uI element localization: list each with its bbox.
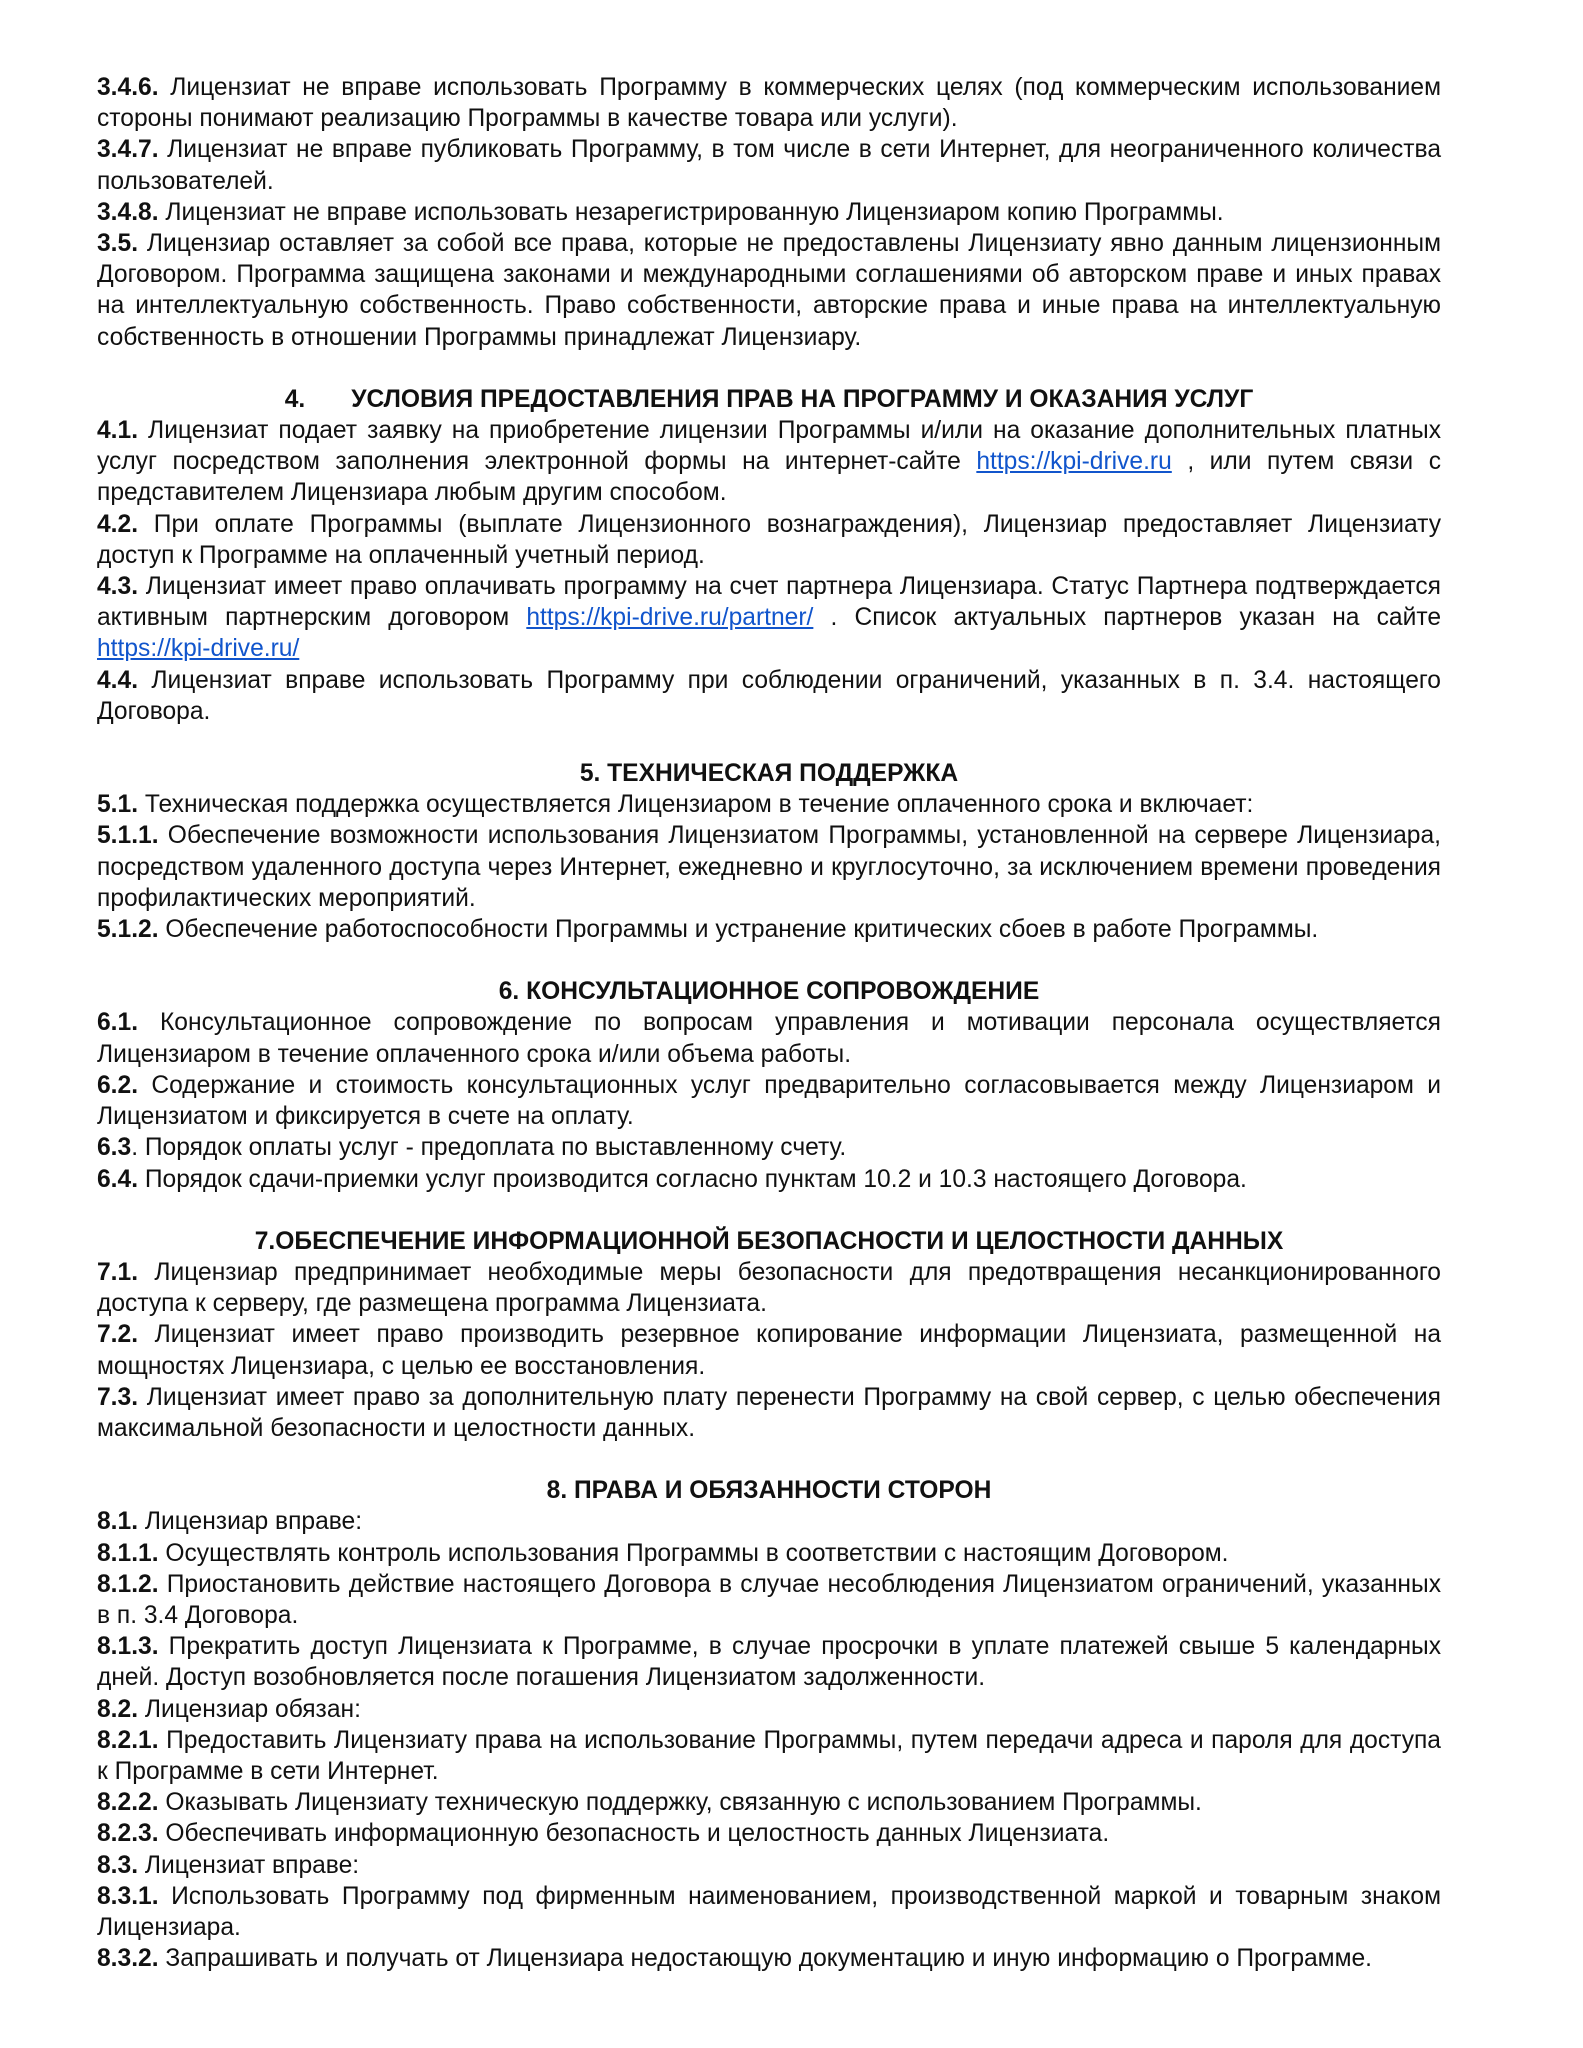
clause-8-1-3 (97, 1631, 1441, 1693)
clause-text: . Список актуальных партнеров указан на сайте (813, 604, 1441, 632)
clause-number: 5.1.1. (97, 822, 159, 850)
clause-number: 6.3 (97, 1134, 132, 1162)
clause-text: Лицензиат имеет право оплачивать программу на счет партнера Лицензиара. Статус Партнера подтверждается активным партнерским договором (97, 573, 1441, 632)
section-7-heading: 7.ОБЕСПЕЧЕНИЕ ИНФОРМАЦИОННОЙ БЕЗОПАСНОСТИ И ЦЕЛОСТНОСТИ ДАННЫХ (254, 1227, 1284, 1255)
section-title: УСЛОВИЯ ПРЕДОСТАВЛЕНИЯ ПРАВ НА ПРОГРАММУ И ОКАЗАНИЯ УСЛУГ (351, 385, 1254, 413)
clause-8-1-2 (97, 1569, 1441, 1631)
clause-number: 6.4. (97, 1165, 139, 1193)
clause-3-4-8 (97, 197, 1441, 228)
section-number: 4. (284, 385, 306, 413)
clause-4-4 (97, 665, 1441, 727)
clause-text: Лицензиат не вправе использовать Программу в коммерческих целях (под коммерческим использованием стороны понимают реализацию Программы в качестве товара или услуги). (97, 74, 1441, 133)
clause-8-3 (97, 1850, 1441, 1881)
clause-text: Предоставить Лицензиату права на использование Программы, путем передачи адреса и пароля для доступа к Программе в сети Интернет. (97, 1726, 1441, 1785)
clause-number: 6.2. (97, 1071, 139, 1099)
clause-8-1 (97, 1506, 1441, 1537)
clause-number: 8.3.2. (97, 1945, 159, 1973)
clause-number: 4.1. (97, 417, 139, 445)
clause-number: 3.5. (97, 230, 139, 258)
clause-8-2-2 (97, 1787, 1441, 1818)
clause-3-4-6 (97, 72, 1441, 134)
clause-number: 8.2. (97, 1695, 139, 1723)
clause-number: 3.4.8. (97, 198, 159, 226)
kpi-drive-site-link[interactable]: https://kpi-drive.ru/ (97, 635, 300, 663)
clause-4-3 (97, 571, 1441, 665)
clause-number: 8.1. (97, 1508, 139, 1536)
clause-text: Лицензиар оставляет за собой все права, которые не предоставлены Лицензиату явно данным лицензионным Договором. Программа защищена законами и международными соглашениями об авторском праве и иных правах на интеллектуальную собственность. Право собственности, авторские права и иные права на интеллектуальную собственность в отношении Программы принадлежат Лицензиару. (97, 230, 1441, 351)
clause-text: Запрашивать и получать от Лицензиара недостающую документацию и иную информацию о Программе. (158, 1945, 1373, 1973)
clause-number: 3.4.7. (97, 136, 159, 164)
clause-text: Консультационное сопровождение по вопросам управления и мотивации персонала осуществляется Лицензиаром в течение оплаченного срока и/или объема работы. (97, 1009, 1441, 1068)
clause-7-1 (97, 1257, 1441, 1319)
clause-text: Оказывать Лицензиату техническую поддержку, связанную с использованием Программы. (158, 1789, 1202, 1817)
clause-text: Лицензиат не вправе использовать незарегистрированную Лицензиаром копию Программы. (158, 198, 1224, 226)
clause-number: 7.3. (97, 1383, 139, 1411)
clause-number: 3.4.6. (97, 74, 159, 101)
clause-text: Лицензиат вправе использовать Программу при соблюдении ограничений, указанных в п. 3.4. настоящего Договора. (97, 666, 1441, 725)
clause-text: Лицензиат не вправе публиковать Программу, в том числе в сети Интернет, для неограниченного количества пользователей. (97, 136, 1441, 195)
clause-5-1-1 (97, 820, 1441, 914)
clause-4-2 (97, 509, 1441, 571)
clause-8-2 (97, 1694, 1441, 1725)
clause-text: Обеспечивать информационную безопасность и целостность данных Лицензиата. (158, 1820, 1110, 1848)
clause-number: 7.2. (97, 1321, 139, 1349)
clause-text: Лицензиат подает заявку на приобретение лицензии Программы и/или на оказание дополнительных платных услуг посредством заполнения электронной формы на интернет-сайте (97, 417, 1441, 476)
clause-number: 7.1. (97, 1258, 139, 1286)
clause-text: Порядок сдачи-приемки услуг производится согласно пунктам 10.2 и 10.3 настоящего Договора. (138, 1165, 1247, 1193)
clause-text: Использовать Программу под фирменным наименованием, производственной маркой и товарным знаком Лицензиара. (97, 1882, 1441, 1941)
clause-text: Лицензиат вправе: (138, 1851, 360, 1879)
kpi-drive-link[interactable]: https://kpi-drive.ru (976, 448, 1172, 476)
clause-6-2 (97, 1070, 1441, 1132)
clause-3-5 (97, 228, 1441, 353)
clause-number: 8.1.1. (97, 1539, 159, 1567)
clause-6-3 (97, 1132, 1441, 1163)
clause-7-3 (97, 1382, 1441, 1444)
clause-6-1 (97, 1007, 1441, 1069)
clause-5-1 (97, 789, 1441, 820)
clause-text: Содержание и стоимость консультационных услуг предварительно согласовывается между Лицензиаром и Лицензиатом и фиксируется в счете на оплату. (97, 1071, 1441, 1131)
clause-text: Обеспечение работоспособности Программы и устранение критических сбоев в работе Программы. (158, 916, 1319, 944)
clause-text: Лицензиат имеет право производить резервное копирование информации Лицензиата, размещенной на мощностях Лицензиара, с целью ее восстановления. (97, 1321, 1441, 1380)
clause-text: При оплате Программы (выплате Лицензионного вознаграждения), Лицензиар предоставляет Лицензиату доступ к Программе на оплаченный учетный период. (97, 510, 1441, 569)
clause-number: 8.1.2. (97, 1570, 159, 1598)
clause-text: Обеспечение возможности использования Лицензиатом Программы, установленной на сервере Лицензиара, посредством удаленного доступа через Интернет, ежедневно и круглосуточно, за исключением времени проведения профилактических мероприятий. (97, 822, 1441, 912)
section-5-heading: 5. ТЕХНИЧЕСКАЯ ПОДДЕРЖКА (579, 760, 959, 788)
section-4-heading (97, 384, 1441, 415)
section-8-heading: 8. ПРАВА И ОБЯЗАННОСТИ СТОРОН (546, 1477, 992, 1505)
clause-number: 4.4. (97, 666, 139, 694)
clause-8-1-1 (97, 1538, 1441, 1569)
clause-text: Техническая поддержка осуществляется Лицензиаром в течение оплаченного срока и включает: (138, 791, 1254, 819)
clause-8-2-1 (97, 1725, 1441, 1787)
clause-number: 5.1. (97, 791, 139, 819)
clause-number: 6.1. (97, 1009, 139, 1037)
section-6-heading: 6. КОНСУЛЬТАЦИОННОЕ СОПРОВОЖДЕНИЕ (498, 978, 1040, 1006)
clause-4-1 (97, 415, 1441, 509)
clause-number: 8.3.1. (97, 1882, 159, 1910)
clause-number: 4.3. (97, 573, 139, 601)
clause-number: 8.2.2. (97, 1789, 159, 1817)
clause-number: 8.2.3. (97, 1820, 159, 1848)
clause-text: Прекратить доступ Лицензиата к Программе, в случае просрочки в уплате платежей свыше 5 календарных дней. Доступ возобновляется после погашения Лицензиатом задолженности. (97, 1633, 1441, 1692)
clause-6-4 (97, 1164, 1441, 1195)
clause-text: Лицензиар предпринимает необходимые меры безопасности для предотвращения несанкционированного доступа к серверу, где размещена программа Лицензиата. (97, 1258, 1441, 1318)
clause-number: 5.1.2. (97, 916, 159, 944)
clause-text: , или путем связи с представителем Лицензиара любым другим способом. (97, 448, 1442, 507)
clause-text: Лицензиат имеет право за дополнительную плату перенести Программу на свой сервер, с целью обеспечения максимальной безопасности и целостности данных. (97, 1383, 1441, 1442)
clause-number: 8.3. (97, 1851, 139, 1879)
clause-7-2 (97, 1319, 1441, 1381)
clause-number: 8.2.1. (97, 1726, 159, 1754)
clause-text: Осуществлять контроль использования Программы в соответствии с настоящим Договором. (158, 1539, 1229, 1567)
clause-text: . Порядок оплаты услуг - предоплата по выставленному счету. (131, 1134, 847, 1162)
clause-8-3-1 (97, 1881, 1441, 1943)
partner-link[interactable]: https://kpi-drive.ru/partner/ (526, 604, 814, 632)
clause-text: Лицензиар вправе: (138, 1508, 363, 1536)
clause-text: Приостановить действие настоящего Договора в случае несоблюдения Лицензиатом ограничений, указанных в п. 3.4 Договора. (97, 1570, 1441, 1629)
clause-number: 8.1.3. (97, 1633, 159, 1661)
clause-5-1-2 (97, 914, 1441, 945)
clause-3-4-7 (97, 134, 1441, 196)
clause-8-2-3 (97, 1818, 1441, 1849)
clause-text: Лицензиар обязан: (138, 1695, 361, 1723)
clause-8-3-2 (97, 1943, 1441, 1974)
clause-number: 4.2. (97, 510, 139, 538)
